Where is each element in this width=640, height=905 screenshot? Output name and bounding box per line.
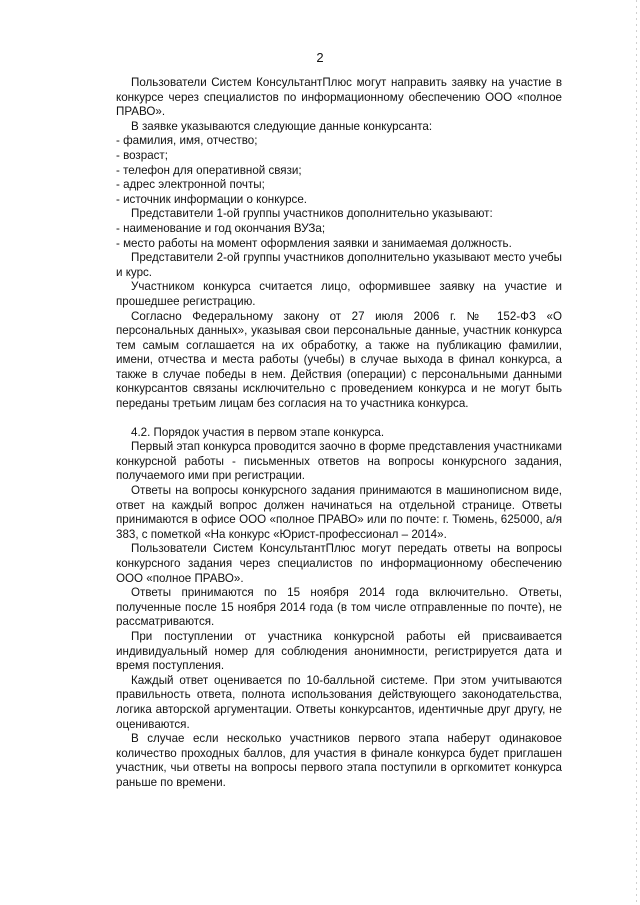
paragraph: Представители 1-ой группы участников дополнительно указывают: xyxy=(131,207,493,221)
list-item: - место работы на момент оформления заявки и занимаемая должность. xyxy=(116,236,512,250)
paragraph: Ответы на вопросы конкурсного задания принимаются в машинописном виде, ответ на каждый вопрос должен начинаться на отдельной странице. Ответы принимаются в офисе ООО «полное ПРАВО» или по почте: г. Тюмень, 625000, а/я 383, с пометкой «На конкурс «Юрист-профессионал – 2014». xyxy=(116,484,562,541)
paragraph: В заявке указываются следующие данные конкурсанта: xyxy=(131,119,433,133)
paragraph: Пользователи Систем КонсультантПлюс могут направить заявку на участие в конкурсе через специалистов по информационному обеспечению ООО «полное ПРАВО». xyxy=(116,76,562,119)
document-body xyxy=(116,76,562,791)
scan-edge xyxy=(636,0,637,905)
paragraph: Каждый ответ оценивается по 10-балльной системе. При этом учитываются правильность ответа, полнота использования действующего законодательства, логика авторской аргументации. Ответы конкурсантов, идентичные друг другу, не оцениваются. xyxy=(116,673,562,731)
list-item: - источник информации о конкурсе. xyxy=(116,192,307,206)
paragraph: Пользователи Систем КонсультантПлюс могут передать ответы на вопросы конкурсного задания через специалистов по информационному обеспечению ООО «полное ПРАВО». xyxy=(116,542,562,585)
list-item: - возраст; xyxy=(116,148,168,162)
paragraph: Первый этап конкурса проводится заочно в форме представления участниками конкурсной работы - письменных ответов на вопросы конкурсного задания, получаемого ими при регистрации. xyxy=(116,440,562,483)
paragraph: Участником конкурса считается лицо, оформившее заявку на участие и прошедшее регистрацию. xyxy=(116,280,562,308)
paragraph: Ответы принимаются по 15 ноября 2014 года включительно. Ответы, полученные после 15 ноября 2014 года (в том числе отправленные по почте), не рассматриваются. xyxy=(116,586,562,629)
list-item: - адрес электронной почты; xyxy=(116,178,265,192)
paragraph: При поступлении от участника конкурсной работы ей присваивается индивидуальный номер для соблюдения анонимности, регистрируется дата и время поступления. xyxy=(116,629,562,673)
paragraph: В случае если несколько участников первого этапа наберут одинаковое количество проходных баллов, для участия в финале конкурса будет приглашен участник, чьи ответы на вопросы первого этапа поступили в оргкомитет конкурса раньше по времени. xyxy=(116,732,562,789)
page-number: 2 xyxy=(316,50,324,65)
list-item: - наименование и год окончания ВУЗа; xyxy=(116,221,326,235)
paragraph: Согласно Федеральному закону от 27 июля 2006 г. № 152-ФЗ «О персональных данных», указывая свои персональные данные, участник конкурса тем самым соглашается на их обработку, а также на публикацию фамилии, имени, отчества и места работы (учебы) в случае выхода в финал конкурса, а также в случае победы в нем. Действия (операции) с персональными данными конкурсантов связаны исключительно с проведением конкурса и не могут быть переданы третьим лицам без согласия на то участника конкурса. xyxy=(116,309,562,411)
section-heading: 4.2. Порядок участия в первом этапе конкурса. xyxy=(131,425,385,439)
list-item: - фамилия, имя, отчество; xyxy=(116,134,258,148)
paragraph: Представители 2-ой группы участников дополнительно указывают место учебы и курс. xyxy=(116,251,562,279)
list-item: - телефон для оперативной связи; xyxy=(116,163,302,177)
